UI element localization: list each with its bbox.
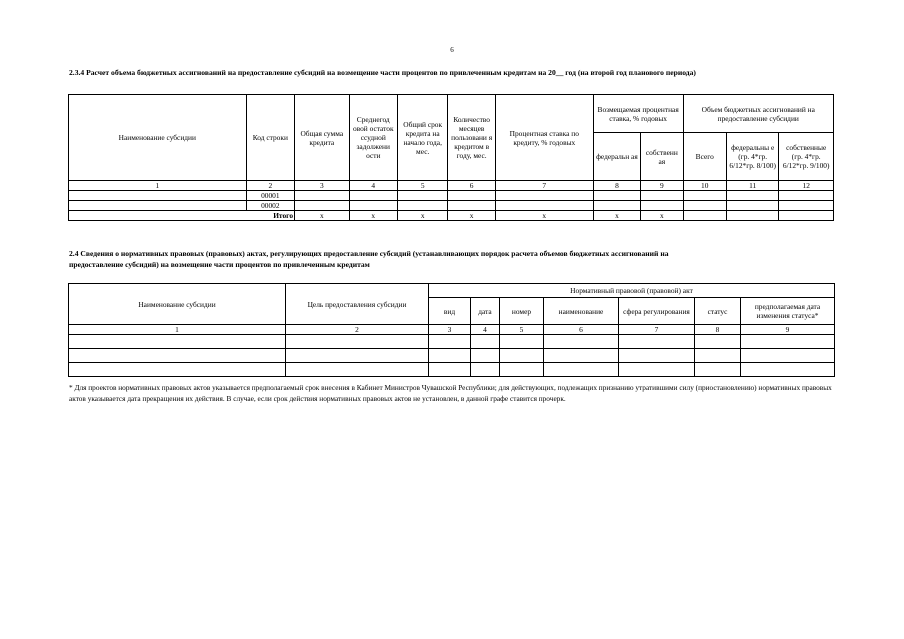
- cell: [544, 335, 619, 349]
- cell: [726, 201, 778, 211]
- cell: [695, 363, 741, 377]
- col-number: 1: [69, 325, 286, 335]
- col-number: 4: [471, 325, 500, 335]
- cell: [429, 363, 471, 377]
- cell: [619, 335, 695, 349]
- row-code: 00001: [246, 191, 294, 201]
- cell: [286, 349, 429, 363]
- cell: [619, 349, 695, 363]
- header-total-term: Общий срок кредита на начало года, мес.: [397, 95, 447, 181]
- cell: [544, 363, 619, 377]
- cell: [779, 211, 834, 221]
- cell: [779, 191, 834, 201]
- header-budget-volume: Объем бюджетных ассигнований на предоставление субсидии: [683, 95, 833, 133]
- total-label: Итого: [69, 211, 295, 221]
- col-number: 4: [349, 181, 397, 191]
- header-row-code: Код строки: [246, 95, 294, 181]
- row-code: 00002: [246, 201, 294, 211]
- table-row: [69, 349, 835, 363]
- cell: [448, 191, 495, 201]
- cell: [695, 335, 741, 349]
- total-mark: x: [641, 211, 683, 221]
- total-mark: x: [349, 211, 397, 221]
- cell: [779, 201, 834, 211]
- cell: [349, 201, 397, 211]
- cell: [69, 191, 247, 201]
- cell: [695, 349, 741, 363]
- cell: [495, 201, 593, 211]
- total-mark: x: [448, 211, 495, 221]
- total-mark: x: [397, 211, 447, 221]
- cell: [471, 349, 500, 363]
- col-number: 3: [429, 325, 471, 335]
- header-purpose: Цель предоставления субсидии: [286, 284, 429, 325]
- column-numbers-row: [69, 181, 834, 191]
- col-number: 9: [641, 181, 683, 191]
- header-interest-rate: Процентная ставка по кредиту, % годовых: [495, 95, 593, 181]
- cell: [683, 201, 726, 211]
- cell: [500, 363, 544, 377]
- cell: [69, 335, 286, 349]
- col-number: 10: [683, 181, 726, 191]
- col-number: 8: [695, 325, 741, 335]
- cell: [593, 201, 640, 211]
- section-2-4-heading-line1: 2.4 Сведения о нормативных правовых (правовых) актах, регулирующих предоставление субсидий (устанавливающих порядок расчета объемов бюджетных ассигнований на: [69, 249, 669, 258]
- cell: [726, 191, 778, 201]
- col-number: 5: [500, 325, 544, 335]
- page-number: 6: [450, 46, 454, 54]
- col-number: 11: [726, 181, 778, 191]
- total-mark: x: [495, 211, 593, 221]
- col-number: 12: [779, 181, 834, 191]
- table-row: [69, 363, 835, 377]
- total-row: [69, 211, 834, 221]
- col-number: 9: [741, 325, 835, 335]
- cell: [495, 191, 593, 201]
- header-type: вид: [429, 298, 471, 325]
- col-number: 7: [495, 181, 593, 191]
- col-number: 6: [448, 181, 495, 191]
- total-mark: x: [593, 211, 640, 221]
- normative-acts-table: [68, 283, 835, 377]
- header-months-used: Количество месяцев пользовани я кредитом в году, мес.: [448, 95, 495, 181]
- section-2-3-4-heading: 2.3.4 Расчет объема бюджетных ассигнований на предоставление субсидий на возмещение части процентов по привлеченным кредитам на 20__ год (на второй год планового периода): [69, 68, 696, 77]
- cell: [397, 201, 447, 211]
- section-2-4-heading: [69, 248, 849, 270]
- col-number: 8: [593, 181, 640, 191]
- cell: [471, 363, 500, 377]
- cell: [69, 201, 247, 211]
- cell: [726, 211, 778, 221]
- header-title: наименование: [544, 298, 619, 325]
- cell: [544, 349, 619, 363]
- header-scope: сфера регулирования: [619, 298, 695, 325]
- header-own: собственн ая: [641, 133, 683, 181]
- cell: [641, 201, 683, 211]
- footnote: * Для проектов нормативных правовых актов указывается предполагаемый срок внесения в Кабинет Министров Чувашской Республики; для действующих, подлежащих признанию утратившими силу (приостановлению) нормативных правовых актов указывается дата прекращения их действия. В случае, если срок действия нормативных правовых актов не установлен, в данной графе ставится прочерк.: [69, 383, 832, 403]
- table-header-row: [69, 95, 834, 133]
- table-row: [69, 201, 834, 211]
- cell: [295, 201, 349, 211]
- col-number: 7: [619, 325, 695, 335]
- cell: [500, 335, 544, 349]
- cell: [741, 349, 835, 363]
- header-avg-balance: Среднегод овой остаток ссудной задолжени ости: [349, 95, 397, 181]
- cell: [641, 191, 683, 201]
- cell: [286, 335, 429, 349]
- cell: [429, 349, 471, 363]
- cell: [619, 363, 695, 377]
- header-subsidy-name: Наименование субсидии: [69, 284, 286, 325]
- header-federal: федеральн ая: [593, 133, 640, 181]
- col-number: 6: [544, 325, 619, 335]
- col-number: 1: [69, 181, 247, 191]
- column-numbers-row: [69, 325, 835, 335]
- cell: [448, 201, 495, 211]
- cell: [741, 335, 835, 349]
- cell: [349, 191, 397, 201]
- cell: [741, 363, 835, 377]
- header-total: Всего: [683, 133, 726, 181]
- cell: [471, 335, 500, 349]
- col-number: 2: [246, 181, 294, 191]
- col-number: 5: [397, 181, 447, 191]
- section-2-4-heading-line2: предоставление субсидий) на возмещение части процентов по привлеченным кредитам: [69, 260, 370, 269]
- cell: [69, 349, 286, 363]
- cell: [593, 191, 640, 201]
- cell: [69, 363, 286, 377]
- header-normative-act: Нормативный правовой (правовой) акт: [429, 284, 835, 298]
- header-status-change: предполагаемая дата изменения статуса*: [741, 298, 835, 325]
- cell: [286, 363, 429, 377]
- header-federal-calc: федеральны е (гр. 4*гр. 6/12*гр. 8/100): [726, 133, 778, 181]
- col-number: 2: [286, 325, 429, 335]
- cell: [683, 191, 726, 201]
- table-header-row: [69, 284, 835, 298]
- table-row: [69, 191, 834, 201]
- cell: [397, 191, 447, 201]
- header-subsidy-name: Наименование субсидии: [69, 95, 247, 181]
- header-status: статус: [695, 298, 741, 325]
- cell: [683, 211, 726, 221]
- header-own-calc: собственные (гр. 4*гр. 6/12*гр. 9/100): [779, 133, 834, 181]
- cell: [295, 191, 349, 201]
- header-total-credit: Общая сумма кредита: [295, 95, 349, 181]
- cell: [500, 349, 544, 363]
- subsidy-calculation-table: [68, 94, 834, 221]
- col-number: 3: [295, 181, 349, 191]
- header-reimbursed-rate: Возмещаемая процентная ставка, % годовых: [593, 95, 683, 133]
- header-date: дата: [471, 298, 500, 325]
- table-row: [69, 335, 835, 349]
- header-number: номер: [500, 298, 544, 325]
- cell: [429, 335, 471, 349]
- total-mark: x: [295, 211, 349, 221]
